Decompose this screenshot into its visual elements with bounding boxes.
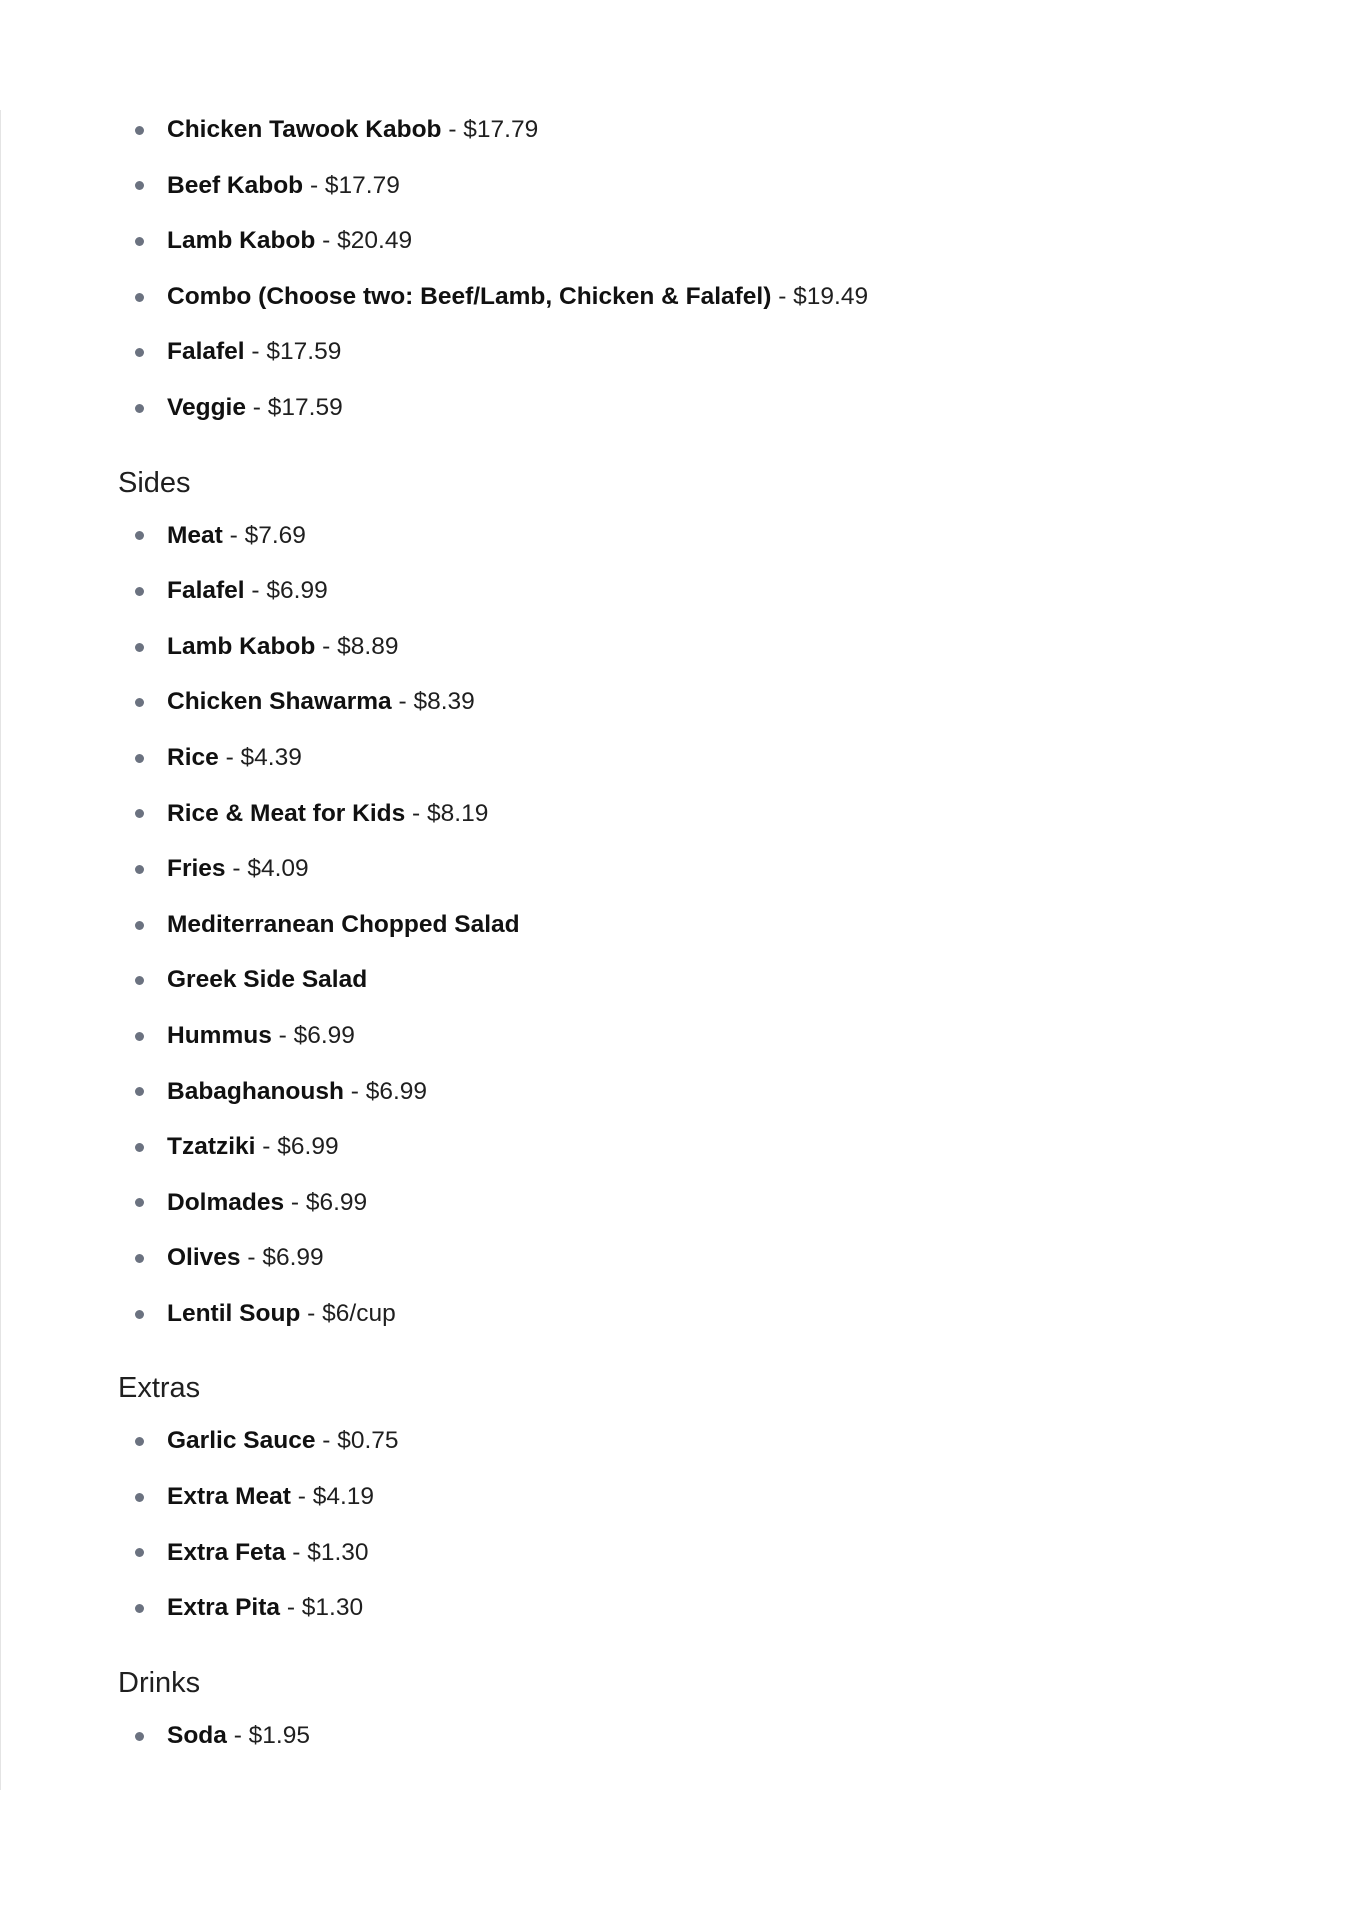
section-gap <box>118 1341 1298 1363</box>
item-price: - $6.99 <box>255 1133 339 1161</box>
item-name: Combo (Choose two: Beef/Lamb, Chicken & Falafel) <box>167 282 772 310</box>
list-item <box>118 619 1298 675</box>
bullet-icon <box>135 1032 144 1041</box>
item-name: Greek Side Salad <box>167 966 368 994</box>
item-price: - $8.19 <box>405 799 489 827</box>
bullet-icon <box>135 865 144 874</box>
item-name: Rice & Meat for Kids <box>167 799 406 827</box>
item-price: - $1.30 <box>280 1594 364 1622</box>
item-name: Hummus <box>167 1021 272 1049</box>
list-item <box>118 1175 1298 1231</box>
page-border <box>0 110 1 1790</box>
bullet-icon <box>135 1732 144 1741</box>
list-item <box>118 269 1298 325</box>
item-price: - $4.39 <box>218 743 302 771</box>
item-price: - $6.99 <box>271 1021 355 1049</box>
bullet-icon <box>135 1254 144 1263</box>
section-heading-sides: Sides <box>118 466 191 499</box>
list-item <box>118 1413 1298 1469</box>
list-item <box>118 563 1298 619</box>
list-item <box>118 324 1298 380</box>
item-name: Extra Feta <box>167 1538 286 1566</box>
extras-list <box>118 1413 1298 1635</box>
bullet-icon <box>135 237 144 246</box>
bullet-icon <box>135 348 144 357</box>
list-item <box>118 897 1298 953</box>
bullet-icon <box>135 976 144 985</box>
bullet-icon <box>135 1493 144 1502</box>
item-price: - $6.99 <box>240 1244 324 1272</box>
bullet-icon <box>135 1604 144 1613</box>
item-price: - $6.99 <box>244 577 328 605</box>
item-price: - $17.79 <box>303 171 400 199</box>
section-heading-drinks: Drinks <box>118 1666 201 1699</box>
bullet-icon <box>135 1143 144 1152</box>
item-price: - $17.79 <box>441 116 539 143</box>
list-item <box>118 841 1298 897</box>
list-item <box>118 952 1298 1008</box>
item-name: Lentil Soup <box>167 1299 301 1327</box>
section-heading-extras: Extras <box>118 1372 201 1405</box>
bullet-icon <box>135 809 144 818</box>
item-name: Chicken Shawarma <box>167 688 392 716</box>
item-price: - $0.75 <box>315 1427 399 1455</box>
bullet-icon <box>135 1310 144 1319</box>
list-item <box>118 1708 1298 1764</box>
item-price: - $17.59 <box>245 393 343 421</box>
list-item <box>118 508 1298 564</box>
item-price: - $4.09 <box>225 855 309 883</box>
item-price: - $6/cup <box>300 1299 396 1327</box>
bullet-icon <box>135 404 144 413</box>
item-name: Mediterranean Chopped Salad <box>167 910 520 938</box>
item-name: Rice <box>167 743 219 771</box>
bullet-icon <box>135 698 144 707</box>
sides-list <box>118 508 1298 1342</box>
bullet-icon <box>135 531 144 540</box>
item-name: Chicken Tawook Kabob <box>167 116 442 143</box>
bullet-icon <box>135 921 144 930</box>
bullet-icon <box>135 1437 144 1446</box>
list-item <box>118 380 1298 436</box>
item-name: Falafel <box>167 577 245 605</box>
bullet-icon <box>135 587 144 596</box>
item-name: Dolmades <box>167 1188 285 1216</box>
list-item <box>118 1580 1298 1636</box>
list-item <box>118 1119 1298 1175</box>
item-price: - $6.99 <box>343 1077 428 1105</box>
item-price: - $6.99 <box>284 1188 368 1216</box>
item-name: Beef Kabob <box>167 171 304 199</box>
list-item <box>118 674 1298 730</box>
bullet-icon <box>135 181 144 190</box>
item-price: - $4.19 <box>290 1483 375 1511</box>
list-item <box>118 1230 1298 1286</box>
bullet-icon <box>135 754 144 763</box>
list-item <box>118 786 1298 842</box>
item-price: - $8.89 <box>315 632 399 660</box>
item-price: - $1.95 <box>226 1721 310 1749</box>
item-name: Veggie <box>167 393 246 421</box>
list-item <box>118 1525 1298 1581</box>
list-item <box>118 1286 1298 1342</box>
item-name: Extra Meat <box>167 1483 291 1511</box>
drinks-list <box>118 1708 1298 1764</box>
menu-content <box>118 102 1298 1763</box>
item-name: Soda <box>167 1721 227 1749</box>
bullet-icon <box>135 126 144 135</box>
bullet-icon <box>135 293 144 302</box>
list-item <box>118 1008 1298 1064</box>
item-name: Extra Pita <box>167 1594 281 1622</box>
item-price: - $8.39 <box>391 688 475 716</box>
item-name: Falafel <box>167 338 245 366</box>
item-name: Meat <box>167 521 223 549</box>
item-price: - $20.49 <box>315 227 413 255</box>
list-item <box>118 102 1298 158</box>
item-price: - $19.49 <box>771 282 869 310</box>
item-name: Olives <box>167 1244 241 1272</box>
item-name: Lamb Kabob <box>167 632 316 660</box>
bullet-icon <box>135 1198 144 1207</box>
section-gap <box>118 436 1298 458</box>
item-price: - $1.30 <box>285 1538 369 1566</box>
item-price: - $17.59 <box>244 338 342 366</box>
item-price: - $7.69 <box>222 521 306 549</box>
item-name: Garlic Sauce <box>167 1427 316 1455</box>
list-item <box>118 1469 1298 1525</box>
list-item <box>118 158 1298 214</box>
item-name: Lamb Kabob <box>167 227 316 255</box>
item-name: Fries <box>167 855 226 883</box>
list-item <box>118 730 1298 786</box>
item-name: Babaghanoush <box>167 1077 344 1105</box>
kabob-list <box>118 102 1298 436</box>
bullet-icon <box>135 643 144 652</box>
item-name: Tzatziki <box>167 1133 256 1161</box>
list-item <box>118 1064 1298 1120</box>
list-item <box>118 213 1298 269</box>
section-gap <box>118 1636 1298 1658</box>
bullet-icon <box>135 1087 144 1096</box>
bullet-icon <box>135 1548 144 1557</box>
